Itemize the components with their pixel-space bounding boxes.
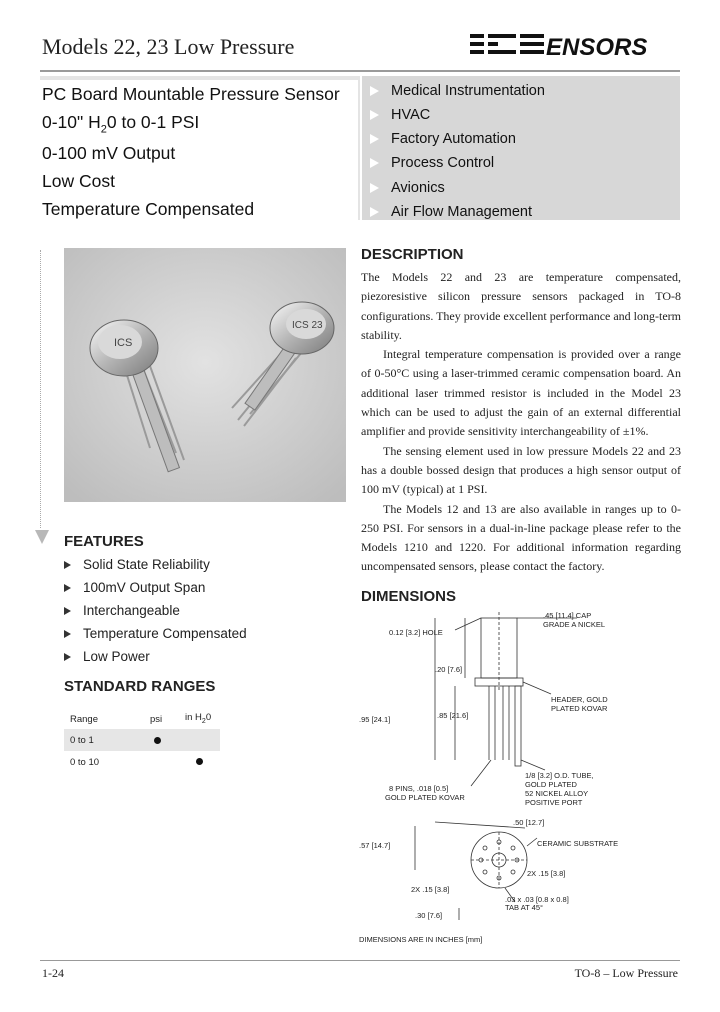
ic-sensors-logo [470, 26, 680, 66]
svg-text:.20 [7.6]: .20 [7.6] [435, 665, 463, 674]
feature-item: Temperature Compensated [64, 626, 247, 641]
psi-dot-icon [154, 737, 161, 744]
svg-text:.95 [24.1]: .95 [24.1] [359, 715, 391, 724]
svg-text:1/8 [3.2] O.D. TUBE,: 1/8 [3.2] O.D. TUBE, [525, 771, 594, 780]
h2o-dot-icon [196, 758, 203, 765]
svg-text:GOLD PLATED KOVAR: GOLD PLATED KOVAR [385, 793, 465, 802]
application-item: Medical Instrumentation [370, 83, 545, 99]
dimensions-heading: DIMENSIONS [361, 588, 457, 605]
product-photo [64, 248, 346, 502]
svg-text:.03 x .03 [0.8 x 0.8]: .03 x .03 [0.8 x 0.8] [505, 895, 569, 904]
col-range-header: Range [70, 714, 98, 725]
dotted-guide [40, 250, 43, 528]
application-item: Avionics [370, 180, 445, 196]
headline-line-2: 0-10" $H_20$ to 0-1 PSI [42, 112, 200, 136]
triangle-bullet-icon [370, 207, 379, 217]
application-item: Factory Automation [370, 131, 516, 147]
svg-text:CERAMIC SUBSTRATE: CERAMIC SUBSTRATE [537, 839, 619, 848]
svg-text:8 PINS, .018 [0.5]: 8 PINS, .018 [0.5] [389, 784, 449, 793]
headline-line-3: 0-100 mV Output [42, 143, 176, 163]
headline-line-1: PC Board Mountable Pressure Sensor [42, 84, 340, 104]
svg-text:ENSORS: ENSORS [546, 34, 648, 61]
application-item: Air Flow Management [370, 204, 532, 220]
svg-text:2X .15 [3.8]: 2X .15 [3.8] [527, 869, 566, 878]
range-cell: 0 to 10 [70, 757, 100, 768]
svg-text:PLATED KOVAR: PLATED KOVAR [551, 704, 608, 713]
down-arrow-icon [35, 530, 49, 544]
page-number: 1-24 [42, 966, 64, 980]
headline-line-5: Temperature Compensated [42, 199, 255, 219]
page-title: Models 22, 23 Low Pressure [42, 34, 295, 59]
triangle-bullet-icon [64, 607, 71, 615]
triangle-bullet-icon [64, 561, 71, 569]
application-item: Process Control [370, 155, 494, 171]
svg-text:.45 [11.4] CAP: .45 [11.4] CAP [543, 611, 592, 620]
triangle-bullet-icon [370, 110, 379, 120]
col-h2o-header: in $H_20$ [185, 712, 212, 725]
features-heading: FEATURES [64, 533, 144, 550]
footer-section: TO-8 – Low Pressure [574, 966, 678, 980]
feature-item: Low Power [64, 649, 150, 664]
standard-ranges-heading: STANDARD RANGES [64, 678, 216, 695]
svg-text:DIMENSIONS ARE IN INCHES [mm]: DIMENSIONS ARE IN INCHES [mm] [359, 935, 483, 944]
feature-item: Interchangeable [64, 603, 180, 618]
svg-text:.50 [12.7]: .50 [12.7] [513, 818, 545, 827]
footer-rule [40, 960, 680, 961]
svg-text:.57 [14.7]: .57 [14.7] [359, 841, 391, 850]
package-label: ICS [114, 337, 133, 349]
svg-text:.30 [7.6]: .30 [7.6] [415, 911, 443, 920]
range-cell: 0 to 1 [70, 735, 94, 746]
svg-text:0.12 [3.2] HOLE: 0.12 [3.2] HOLE [389, 628, 443, 637]
application-item: HVAC [370, 107, 430, 123]
feature-item: 100mV Output Span [64, 580, 205, 595]
svg-text:52 NICKEL ALLOY: 52 NICKEL ALLOY [525, 789, 589, 798]
svg-text:GRADE A NICKEL: GRADE A NICKEL [543, 620, 606, 629]
description-paragraph: The Models 12 and 13 are also available in ranges up to 0-250 PSI. For sensors in a dual-in-line package please refer to the Models 1210 and 1220. For additional information regarding uncompensated sensors, please contact the factory. [361, 501, 681, 574]
svg-text:.85 [21.6]: .85 [21.6] [437, 711, 469, 720]
triangle-bullet-icon [64, 653, 71, 661]
triangle-bullet-icon [370, 158, 379, 168]
triangle-bullet-icon [370, 183, 379, 193]
header-rule [40, 70, 680, 72]
description-heading: DESCRIPTION [361, 246, 464, 263]
headline-line-4: Low Cost [42, 171, 115, 191]
svg-text:TAB AT 45°: TAB AT 45° [505, 903, 544, 912]
svg-text:HEADER, GOLD: HEADER, GOLD [551, 695, 608, 704]
description-paragraph: The Models 22 and 23 are temperature compensated, piezoresistive silicon pressure sensors packaged in TO-8 configurations. They provide excellent performance and long-term stability. [361, 270, 681, 342]
description-body [361, 268, 681, 577]
description-paragraph: Integral temperature compensation is provided over a range of 0-50°C using a laser-trimmed ceramic compensation board. An additional laser trimmed resistor is included in the Model 23 which can be used to adjust the gain of an external differential amplifier and provide sensitivity interchangeability of ±1%. [361, 347, 681, 439]
svg-text:2X .15 [3.8]: 2X .15 [3.8] [411, 885, 450, 894]
triangle-bullet-icon [64, 630, 71, 638]
dimension-drawing [355, 610, 685, 950]
col-psi-header: psi [150, 714, 163, 725]
svg-text:GOLD PLATED: GOLD PLATED [525, 780, 577, 789]
description-paragraph: The sensing element used in low pressure Models 22 and 23 has a double bossed design that produces a high sensor output of 100 mV (typical) at 1 PSI. [361, 443, 681, 497]
feature-item: Solid State Reliability [64, 557, 210, 572]
package-label-2: ICS 23 [292, 320, 323, 331]
svg-text:POSITIVE PORT: POSITIVE PORT [525, 798, 583, 807]
triangle-bullet-icon [370, 86, 379, 96]
triangle-bullet-icon [370, 134, 379, 144]
triangle-bullet-icon [64, 584, 71, 592]
